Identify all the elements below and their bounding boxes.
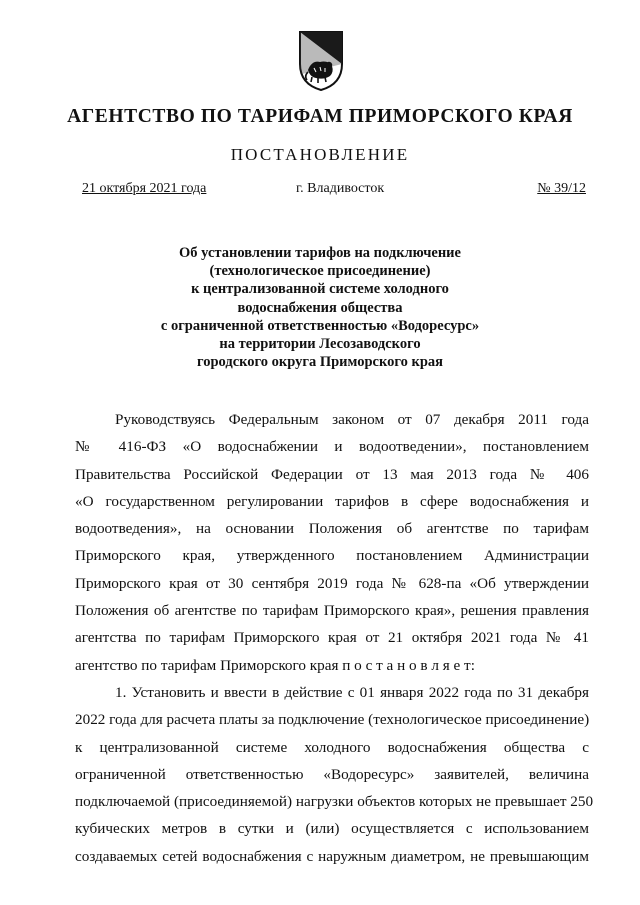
body-line: Положения об агентстве по тарифам Приморского края», решения правления <box>75 602 589 620</box>
subject-line: с ограниченной ответственностью «Водоресурс» <box>160 317 480 334</box>
body-line: агентства по тарифам Приморского края от 21 октября 2021 года № 41 <box>75 629 589 647</box>
subject-line: к централизованной системе холодного <box>191 281 449 298</box>
body-line: создаваемых сетей водоснабжения с наружным диаметром, не превышающим <box>75 847 589 865</box>
document-body <box>75 406 594 870</box>
body-line: № 416-ФЗ «О водоснабжении и водоотведении», постановлением <box>75 438 589 456</box>
body-line: кубических метров в сутки и (или) осуществляется с использованием <box>75 820 589 838</box>
body-line: подключаемой (присоединяемой) нагрузки объектов которых не превышает 250 <box>75 793 594 811</box>
body-line: 1. Установить и ввести в действие с 01 января 2022 года по 31 декабря <box>115 683 589 701</box>
body-line: «О государственном регулировании тарифов в сфере водоснабжения и <box>75 492 589 510</box>
body-line: Приморского края от 30 сентября 2019 года № 628-па «Об утверждении <box>75 574 589 592</box>
subject-line: Об установлении тарифов на подключение <box>179 245 461 261</box>
body-line: Руководствуясь Федеральным законом от 07 декабря 2011 года <box>115 411 589 428</box>
document-type: ПОСТАНОВЛЕНИЕ <box>230 145 410 164</box>
body-line: к централизованной системе холодного водоснабжения общества с <box>75 738 589 756</box>
agency-title: АГЕНТСТВО ПО ТАРИФАМ ПРИМОРСКОГО КРАЯ <box>67 106 573 127</box>
document-number: № 39/12 <box>537 181 586 196</box>
body-line: Правительства Российской Федерации от 13 мая 2013 года № 406 <box>75 465 589 483</box>
subject-line: водоснабжения общества <box>237 299 403 316</box>
document-date: 21 октября 2021 года <box>82 181 207 196</box>
body-line: 2022 года для расчета платы за подключение (технологическое присоединение) <box>75 711 590 729</box>
body-line: ограниченной ответственностью «Водоресурс» заявителей, величина <box>75 765 589 783</box>
body-line: водоотведения», на основании Положения об агентстве по тарифам <box>75 520 589 538</box>
document-subject <box>100 244 540 371</box>
body-line: агентство по тарифам Приморского края п о с т а н о в л я е т: <box>75 656 475 674</box>
subject-line: (технологическое присоединение) <box>209 263 431 280</box>
document-city: г. Владивосток <box>296 181 385 196</box>
coat-of-arms-icon <box>298 30 344 92</box>
subject-line: на территории Лесозаводского <box>219 336 421 353</box>
subject-line: городского округа Приморского края <box>197 354 443 371</box>
body-line: Приморского края, утвержденного постановлением Администрации <box>75 547 589 565</box>
